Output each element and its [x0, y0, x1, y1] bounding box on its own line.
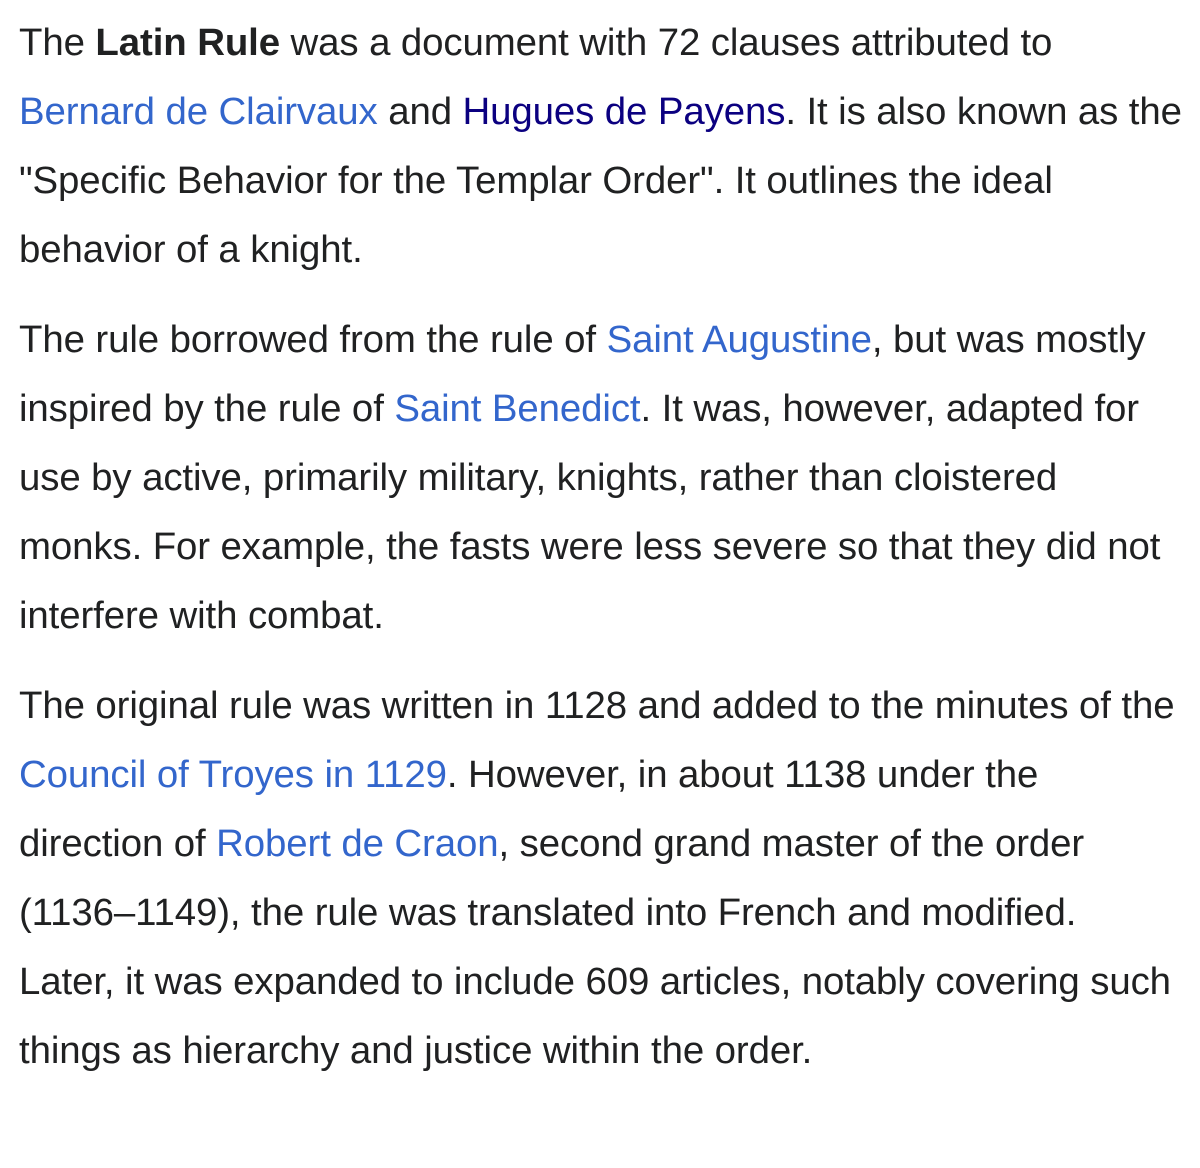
paragraph-rule-history [19, 671, 1182, 1085]
link-saint-benedict[interactable]: Saint Benedict [394, 387, 641, 430]
text-run: was a document with 72 clauses attributed to [279, 21, 1053, 64]
paragraph-rule-origins [19, 305, 1182, 650]
link-council-of-troyes[interactable]: Council of Troyes in 1129 [19, 753, 447, 796]
text-run: , but was mostly inspired by the rule of [19, 318, 1146, 430]
text-run: , second grand master of the order (1136–1149), the rule was translated into French and modified. Later, it was expanded to include 609 articles, notably covering such things as hierarchy and justice within the order. [19, 822, 1171, 1072]
text-run: and [377, 90, 463, 133]
text-run: . However, in about 1138 under the direction of [19, 753, 1039, 865]
link-bernard-de-clairvaux[interactable]: Bernard de Clairvaux [19, 90, 378, 133]
link-saint-augustine[interactable]: Saint Augustine [606, 318, 872, 361]
link-hugues-de-payens[interactable]: Hugues de Payens [462, 90, 786, 133]
text-run: . It is also known as the "Specific Behavior for the Templar Order". It outlines the ideal behavior of a knight. [19, 90, 1182, 271]
text-run: The [19, 21, 96, 64]
paragraph-latin-rule [19, 8, 1182, 284]
text-run: The original rule was written in 1128 and added to the minutes of the [19, 684, 1175, 727]
term-latin-rule: Latin Rule [95, 21, 280, 64]
text-run: . It was, however, adapted for use by active, primarily military, knights, rather than cloistered monks. For example, the fasts were less severe so that they did not interfere with combat. [19, 387, 1161, 637]
text-run: The rule borrowed from the rule of [19, 318, 607, 361]
link-robert-de-craon[interactable]: Robert de Craon [216, 822, 499, 865]
